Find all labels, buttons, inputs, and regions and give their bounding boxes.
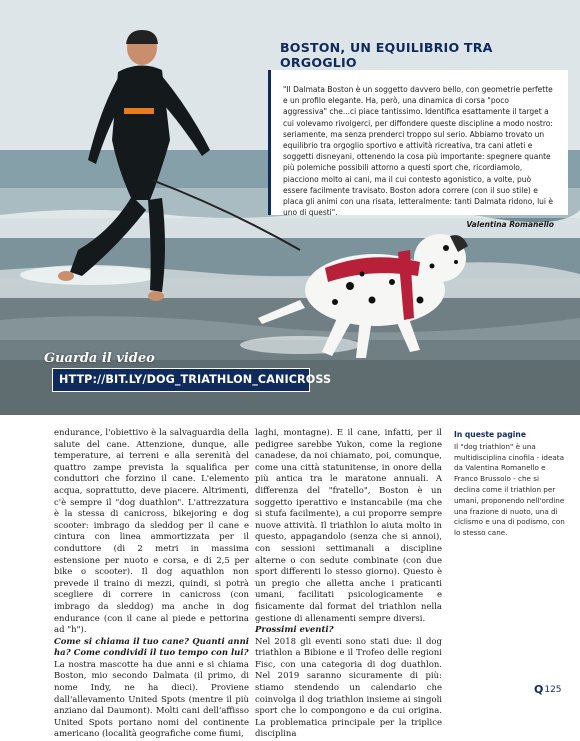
inset-title-line1: BOSTON, UN EQUILIBRIO TRA ORGOGLIO: [280, 40, 493, 70]
article-column-2: [255, 428, 442, 741]
video-label: Guarda il video: [44, 351, 155, 366]
page-folio: [534, 683, 562, 696]
sidebar-title: In queste pagine: [454, 430, 526, 439]
article-column-1: [54, 428, 249, 741]
column-2-paragraph-1: laghi, montagne). E il cane, infatti, per il pedigree sarebbe Yukon, come la regione canadese, da noi chiamato, poi, comunque, come una città statunitense, in onore della più antica tra le maratone annuali. A differenza del "fratello", Boston è un soggetto iperattivo e instancabile (ma che si stufa facilmente), a cui proporre sempre nuove attività. Il triathlon lo aiuta molto in questo, appagandolo (senza che si annoi), con sessioni settimanali a discipline alterne o con sedute combinate (con due sport differenti lo stesso giorno). Questo è un pregio che alletta anche i praticanti umani, facilitati psicologicamente e fisicamente dal format del triathlon nella gestione di allenamenti sempre diversi.: [255, 428, 442, 624]
column-2-paragraph-2: Nel 2018 gli eventi sono stati due: il dog triathlon a Bibione e il Trofeo delle regioni Fisc, con una categoria di dog duathlon. Nel 2019 saranno sicuramente di più: stiamo stendendo un calendario che coinvolga il dog triathlon insieme ai singoli sport che lo compongono e da cui origina. La problematica principale per la triplice disciplina: [255, 636, 442, 740]
page-number: 125: [544, 684, 562, 695]
inset-quote-text: "Il Dalmata Boston è un soggetto davvero bello, con geometrie perfette e un profilo elegante. Ha, però, una dinamica di corsa "poco aggressiva" che...ci piace tantissimo. Identifica esattamente il target a cui volevamo rivolgerci, per diffondere queste discipline a modo nostro: seriamente, ma senza prenderci troppo sul serio. Abbiamo trovato un equilibrio tra orgoglio sportivo e attività ricreativa, tra cani atleti e soggetti disneyani, ottenendo la cosa più importante: spegnere quante più polemiche possibili attorno a questi sport che, ricordiamolo, piacciono molto ai cani, ma il cui contesto agonistico, a volte, può essere facilmente travisato. Boston adora correre (con il suo stile) e placa gli animi con una risata, letteralmente: tanti Dalmata ridono, lui è uno di questi".: [283, 85, 553, 218]
sidebar-text: Il "dog triathlon" è una multidisciplina cinofila - ideata da Valentina Romanello e Franco Brussolo - che si declina come il triathlon per umani, proponendo nell'ordine una frazione di nuoto, una di ciclismo e una di podismo, con lo stesso cane.: [454, 441, 565, 538]
column-2-question: Prossimi eventi?: [255, 625, 334, 636]
video-link[interactable]: HTTP://BIT.LY/DOG_TRIATHLON_CANICROSS: [52, 368, 310, 392]
column-1-question: Come si chiama il tuo cane? Quanti anni ha? Come condividi il tuo tempo con lui?: [54, 636, 249, 659]
column-1-paragraph-2: La nostra mascotte ha due anni e si chiama Boston, mio secondo Dalmata (il primo, di nome Indy, ne ha dieci). Proviene dall'allevamento United Spots (mentre il più anziano dal Daumont). Molti cani dell'affisso United Spots portano nomi del continente americano (località geografiche come fiumi,: [54, 659, 249, 740]
sidebar-box: [454, 430, 566, 539]
magazine-logo-icon: Q: [534, 683, 544, 696]
inset-quote-box: [268, 70, 568, 230]
inset-quote-author: Valentina Romanello: [466, 220, 554, 230]
column-1-paragraph-1: endurance, l'obiettivo è la salvaguardia della salute del cane. Attenzione, dunque, alle temperature, ai terreni e alla serenità del quattro zampe prevista la squalifica per conduttori che forzino il cane. L'elemento acqua, soprattutto, deve piacere. Altrimenti, c'è sempre il "dog duathlon". L'attrezzatura è la stessa di canicross, bikejoring e dog scooter: imbrago da sleddog per il cane e cintura con linea ammortizzata per il conduttore (di 2 metri in massima estensione per nuoto e corsa, e di 2,5 per bike o scooter). Il dog aquathlon non prevede il traino di mezzi, quindi, si potrà scegliere di correre in canicross (con imbrago da sleddog) ma anche in dog endurance (con il cane al piede e pettorina ad "h").: [54, 428, 249, 636]
